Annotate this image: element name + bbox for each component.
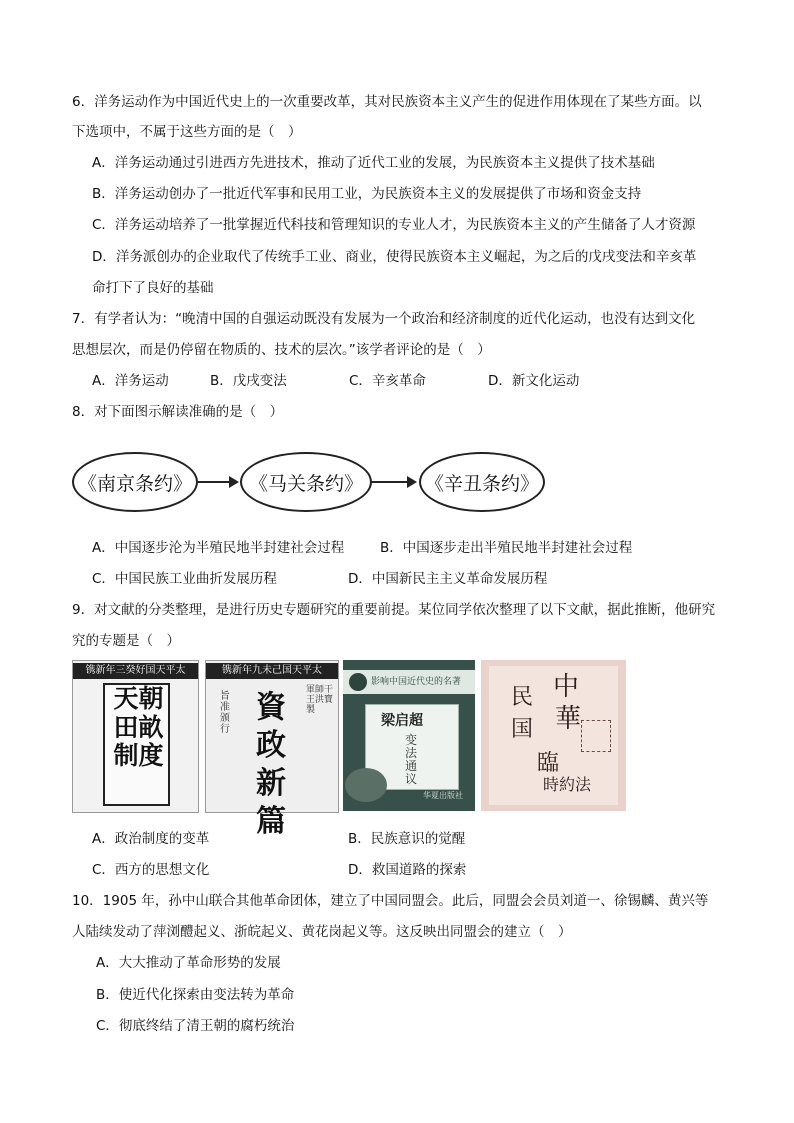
q7-option-d: D．新文化运动 (488, 373, 580, 389)
q8-option-b: B．中国逐步走出半殖民地半封建社会过程 (380, 540, 633, 556)
cover2-right-text: 軍師干王洪寶製 (306, 685, 334, 715)
cover-linshi-yuefa (481, 660, 626, 811)
q6-stem-line1: 6．洋务运动作为中国近代史上的一次重要改革，其对民族资本主义产生的促进作用体现在了某些方面。以 (72, 94, 702, 110)
cover2-side-text: 旨准颁行 (220, 691, 230, 735)
q6-option-a: A．洋务运动通过引进西方先进技术，推动了近代工业的发展，为民族资本主义提供了技术基础 (92, 155, 655, 171)
treaty-xinchou: 《辛丑条约》 (419, 452, 545, 512)
q10-option-a: A．大大推动了革命形势的发展 (96, 955, 281, 971)
treaty-maguan: 《马关条约》 (240, 452, 372, 512)
q7-stem-line1: 7．有学者认为：“晚清中国的自强运动既没有发展为一个政治和经济制度的近代化运动，也没有达到文化 (72, 311, 696, 327)
cover2-title: 資政新篇 (256, 690, 286, 839)
cover1-header: 镌新年三癸好国天平太 (73, 663, 198, 679)
q8-stem: 8．对下面图示解读准确的是（ ） (72, 404, 284, 420)
publisher-logo-icon (349, 673, 367, 691)
q6-option-c: C．洋务运动培养了一批掌握近代科技和管理知识的专业人才，为民族资本主义的产生储备了人才资源 (92, 217, 696, 233)
q10-option-c: C．彻底终结了清王朝的腐朽统治 (96, 1018, 295, 1034)
q9-stem-line1: 9．对文献的分类整理，是进行历史专题研究的重要前提。某位同学依次整理了以下文献，据此推断，他研究 (72, 602, 716, 618)
q7-stem-line2: 思想层次，而是仍停留在物质的、技术的层次。”该学者评论的是（ ） (72, 342, 491, 358)
q10-stem-line2: 人陆续发动了萍浏醴起义、浙皖起义、黄花岗起义等。这反映出同盟会的建立（ ） (72, 924, 572, 940)
q10-stem-line1: 10．1905 年，孙中山联合其他革命团体，建立了中国同盟会。此后，同盟会会员刘道一、徐锡麟、黄兴等 (72, 893, 709, 909)
q10-option-b: B．使近代化探索由变法转为革命 (96, 987, 295, 1003)
q6-option-d-line1: D．洋务派创办的企业取代了传统手工业、商业，使得民族资本主义崛起，为之后的戊戌变法和辛亥革 (92, 249, 697, 265)
cover4-char: 時約法 (543, 775, 592, 794)
q8-option-d: D．中国新民主主义革命发展历程 (348, 571, 548, 587)
q6-option-b: B．洋务运动创办了一批近代军事和民用工业，为民族资本主义的发展提供了市场和资金支持 (92, 186, 642, 202)
q6-stem-line2: 下选项中，不属于这些方面的是（ ） (72, 124, 302, 140)
cover3-bronze-disc-icon (345, 768, 387, 802)
cover3-author: 梁启超 (381, 713, 423, 729)
q7-option-b: B．戊戌变法 (210, 373, 287, 389)
cover-tianchao-tianmu-zhidu (72, 660, 199, 813)
cover4-char: 国 (511, 717, 534, 742)
q6-option-d-line2: 命打下了良好的基础 (92, 280, 214, 296)
q9-option-b: B．民族意识的觉醒 (348, 831, 466, 847)
cover2-header: 镌新年九未己国天平太 (206, 663, 338, 679)
q9-stem-line2: 究的专题是（ ） (72, 633, 180, 649)
q9-option-c: C．西方的思想文化 (92, 862, 210, 878)
arrow-right-icon (371, 481, 415, 483)
cover3-title: 变法通议 (405, 733, 418, 786)
cover3-series-band: 影响中国近代史的名著 (343, 670, 475, 694)
cover-zizheng-xinpian (205, 660, 339, 839)
q9-option-d: D．救国道路的探索 (348, 862, 467, 878)
seal-stamp-icon (581, 720, 611, 752)
q7-option-a: A．洋务运动 (92, 373, 169, 389)
cover1-title: 天朝田畝制度 (113, 684, 164, 770)
q7-option-c: C．辛亥革命 (349, 373, 426, 389)
treaty-nanjing: 《南京条约》 (72, 452, 198, 512)
q8-option-a: A．中国逐步沦为半殖民地半封建社会过程 (92, 540, 345, 556)
cover4-char: 臨 (537, 751, 560, 776)
cover4-char: 民 (511, 685, 534, 710)
q8-option-c: C．中国民族工业曲折发展历程 (92, 571, 277, 587)
cover4-char: 華 (555, 704, 582, 734)
cover3-publisher: 华夏出版社 (423, 791, 463, 800)
cover4-char: 中 (553, 672, 580, 702)
q9-option-a: A．政治制度的变革 (92, 831, 210, 847)
arrow-right-icon (197, 481, 237, 483)
cover-bianfa-tongyi (343, 660, 475, 811)
